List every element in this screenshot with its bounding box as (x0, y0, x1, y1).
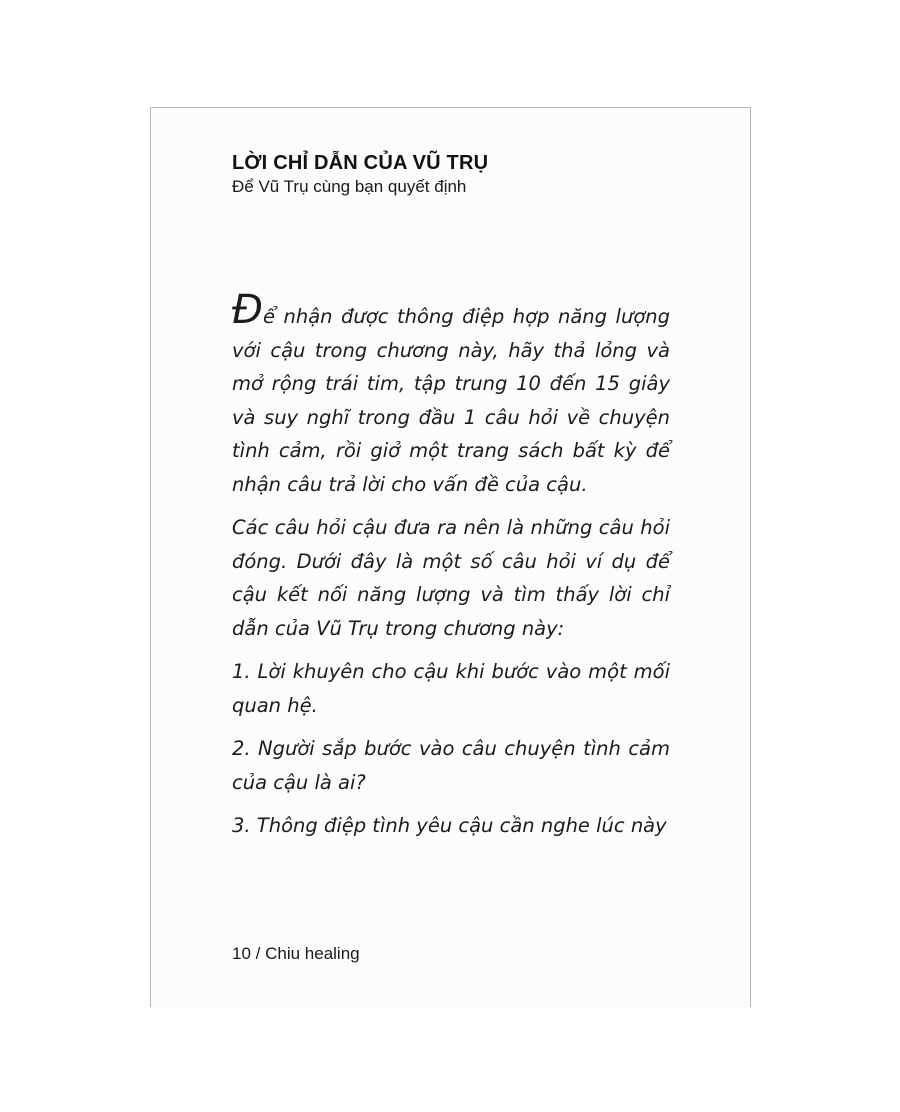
chapter-header (232, 150, 672, 198)
question-item: 1. Lời khuyên cho cậu khi bước vào một mối quan hệ. (232, 660, 670, 717)
instruction-paragraph: Các câu hỏi cậu đưa ra nên là những câu hỏi đóng. Dưới đây là một số câu hỏi ví dụ để cậu kết nối năng lượng và tìm thấy lời chỉ dẫn của Vũ Trụ trong chương này: (232, 516, 670, 640)
intro-paragraph (232, 287, 670, 501)
page-footer (232, 944, 360, 964)
question-item: 2. Người sắp bước vào câu chuyện tình cảm của cậu là ai? (232, 737, 670, 794)
chapter-title: LỜI CHỈ DẪN CỦA VŨ TRỤ (232, 152, 489, 174)
footer-separator: / (250, 944, 266, 963)
body-text (232, 287, 670, 853)
drop-cap: Đ (232, 287, 263, 333)
chapter-subtitle: Để Vũ Trụ cùng bạn quyết định (232, 177, 467, 196)
book-page (150, 107, 751, 1007)
page-number: 10 (232, 944, 251, 963)
intro-text: ể nhận được thông điệp hợp năng lượng với cậu trong chương này, hãy thả lỏng và mở rộng trái tim, tập trung 10 đến 15 giây và suy nghĩ trong đầu 1 câu hỏi về chuyện tình cảm, rồi giở một trang sách bất kỳ để nhận câu trả lời cho vấn đề của cậu. (232, 305, 670, 496)
question-item: 3. Thông điệp tình yêu cậu cần nghe lúc này (232, 814, 667, 837)
book-title: Chiu healing (265, 944, 360, 963)
